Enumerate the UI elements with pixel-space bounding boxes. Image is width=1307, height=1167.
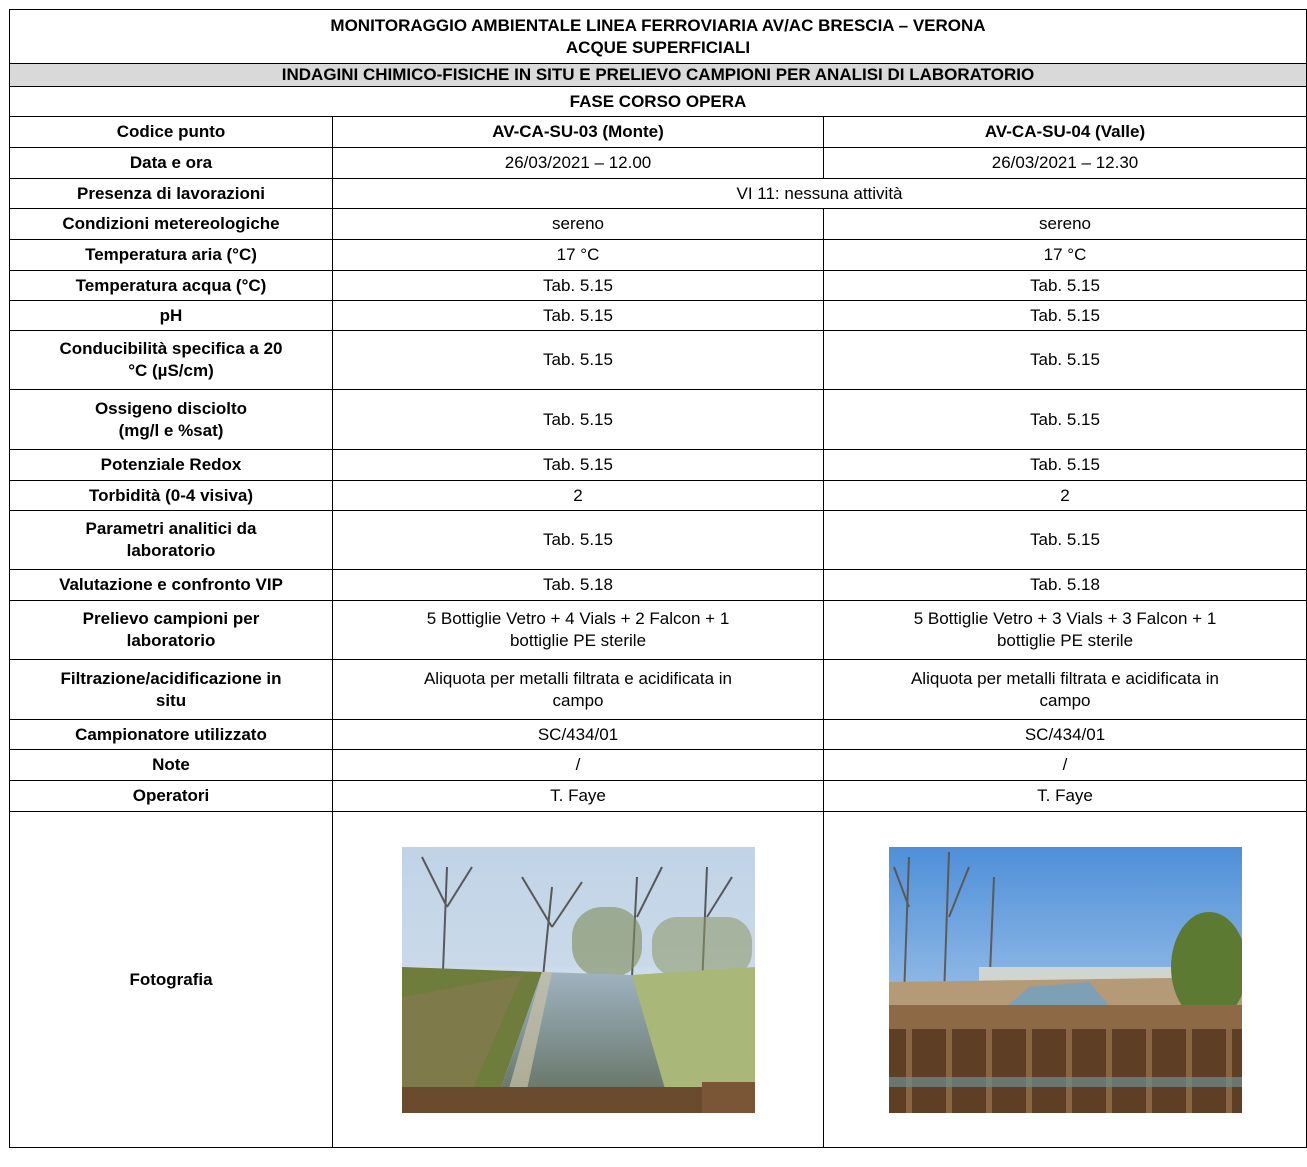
value-prelievo-b [824,601,1307,660]
phase-title: FASE CORSO OPERA [10,87,1307,117]
value-note-b: / [824,750,1307,781]
photo-cell-a [333,812,824,1148]
value-prelievo-b-line-1: 5 Bottiglie Vetro + 3 Vials + 3 Falcon + 1 [913,609,1217,628]
title-line-2: ACQUE SUPERFICIALI [565,37,751,57]
value-filtrazione-a-line-2: campo [552,690,604,710]
row-lavorazioni [10,179,1307,209]
label-ossigeno-line-2: (mg/l e %sat) [118,420,224,440]
row-parametri [10,511,1307,570]
value-data-b: 26/03/2021 – 12.30 [824,148,1307,179]
value-vip-b: Tab. 5.18 [824,570,1307,601]
value-torbidita-a: 2 [333,481,824,511]
label-operatori: Operatori [10,781,333,812]
row-prelievo [10,601,1307,660]
row-campionatore [10,720,1307,750]
value-ph-a: Tab. 5.15 [333,301,824,331]
value-torbidita-b: 2 [824,481,1307,511]
section-title: INDAGINI CHIMICO-FISICHE IN SITU E PRELIEVO CAMPIONI PER ANALISI DI LABORATORIO [10,64,1307,87]
row-redox [10,450,1307,481]
row-temp-acqua [10,271,1307,301]
row-codice [10,117,1307,148]
row-data [10,148,1307,179]
label-parametri [10,511,333,570]
value-vip-a: Tab. 5.18 [333,570,824,601]
value-redox-b: Tab. 5.15 [824,450,1307,481]
value-codice-a: AV-CA-SU-03 (Monte) [333,117,824,148]
label-ossigeno [10,390,333,450]
label-filtrazione-line-1: Filtrazione/acidificazione in [60,668,282,688]
value-filtrazione-a-line-1: Aliquota per metalli filtrata e acidificata in [423,668,733,688]
value-conducibilita-b: Tab. 5.15 [824,331,1307,390]
row-filtrazione [10,660,1307,720]
label-prelievo-line-1: Prelievo campioni per [82,609,260,628]
value-meteo-b: sereno [824,209,1307,240]
label-conducibilita-line-2: °C (µS/cm) [128,361,214,380]
label-codice: Codice punto [10,117,333,148]
row-vip [10,570,1307,601]
value-redox-a: Tab. 5.15 [333,450,824,481]
label-meteo: Condizioni metereologiche [10,209,333,240]
row-ph [10,301,1307,331]
monitoring-sheet [9,9,1307,1148]
label-note: Note [10,750,333,781]
value-parametri-b: Tab. 5.15 [824,511,1307,570]
value-note-a: / [333,750,824,781]
value-conducibilita-a: Tab. 5.15 [333,331,824,390]
row-note [10,750,1307,781]
value-filtrazione-b [824,660,1307,720]
value-filtrazione-b-line-1: Aliquota per metalli filtrata e acidificata in [910,668,1220,688]
label-temp-acqua: Temperatura acqua (°C) [10,271,333,301]
value-prelievo-a [333,601,824,660]
photo-cell-b [824,812,1307,1148]
label-conducibilita-line-1: Conducibilità specifica a 20 [59,339,283,358]
label-parametri-line-2: laboratorio [126,541,216,560]
value-ph-b: Tab. 5.15 [824,301,1307,331]
row-fotografia [10,812,1307,1148]
label-torbidita: Torbidità (0-4 visiva) [10,481,333,511]
value-temp-aria-a: 17 °C [333,240,824,271]
label-ph: pH [10,301,333,331]
value-codice-b: AV-CA-SU-04 (Valle) [824,117,1307,148]
row-conducibilita [10,331,1307,390]
label-prelievo-line-2: laboratorio [126,631,216,650]
value-meteo-a: sereno [333,209,824,240]
label-prelievo [10,601,333,660]
row-torbidita [10,481,1307,511]
label-lavorazioni: Presenza di lavorazioni [10,179,333,209]
value-prelievo-b-line-2: bottiglie PE sterile [996,631,1134,650]
label-temp-aria: Temperatura aria (°C) [10,240,333,271]
label-filtrazione [10,660,333,720]
row-temp-aria [10,240,1307,271]
label-vip: Valutazione e confronto VIP [10,570,333,601]
value-temp-acqua-a: Tab. 5.15 [333,271,824,301]
value-ossigeno-b: Tab. 5.15 [824,390,1307,450]
value-campionatore-a: SC/434/01 [333,720,824,750]
value-lavorazioni: VI 11: nessuna attività [333,179,1307,209]
value-prelievo-a-line-1: 5 Bottiglie Vetro + 4 Vials + 2 Falcon + 1 [426,609,730,628]
label-ossigeno-line-1: Ossigeno disciolto [94,398,248,418]
sheet-title [10,10,1307,64]
value-data-a: 26/03/2021 – 12.00 [333,148,824,179]
value-campionatore-b: SC/434/01 [824,720,1307,750]
row-meteo [10,209,1307,240]
value-parametri-a: Tab. 5.15 [333,511,824,570]
value-temp-acqua-b: Tab. 5.15 [824,271,1307,301]
label-filtrazione-line-2: situ [155,690,187,710]
label-parametri-line-1: Parametri analitici da [85,519,257,538]
value-operatori-b: T. Faye [824,781,1307,812]
photo-canal-monte [402,847,755,1113]
label-fotografia: Fotografia [10,812,333,1148]
label-conducibilita [10,331,333,390]
value-ossigeno-a: Tab. 5.15 [333,390,824,450]
label-data: Data e ora [10,148,333,179]
title-line-1: MONITORAGGIO AMBIENTALE LINEA FERROVIARIA AV/AC BRESCIA – VERONA [330,15,986,35]
row-ossigeno [10,390,1307,450]
row-operatori [10,781,1307,812]
label-redox: Potenziale Redox [10,450,333,481]
value-prelievo-a-line-2: bottiglie PE sterile [509,631,647,650]
label-campionatore: Campionatore utilizzato [10,720,333,750]
value-filtrazione-a [333,660,824,720]
value-filtrazione-b-line-2: campo [1039,690,1091,710]
value-operatori-a: T. Faye [333,781,824,812]
photo-canal-valle [889,847,1242,1113]
value-temp-aria-b: 17 °C [824,240,1307,271]
